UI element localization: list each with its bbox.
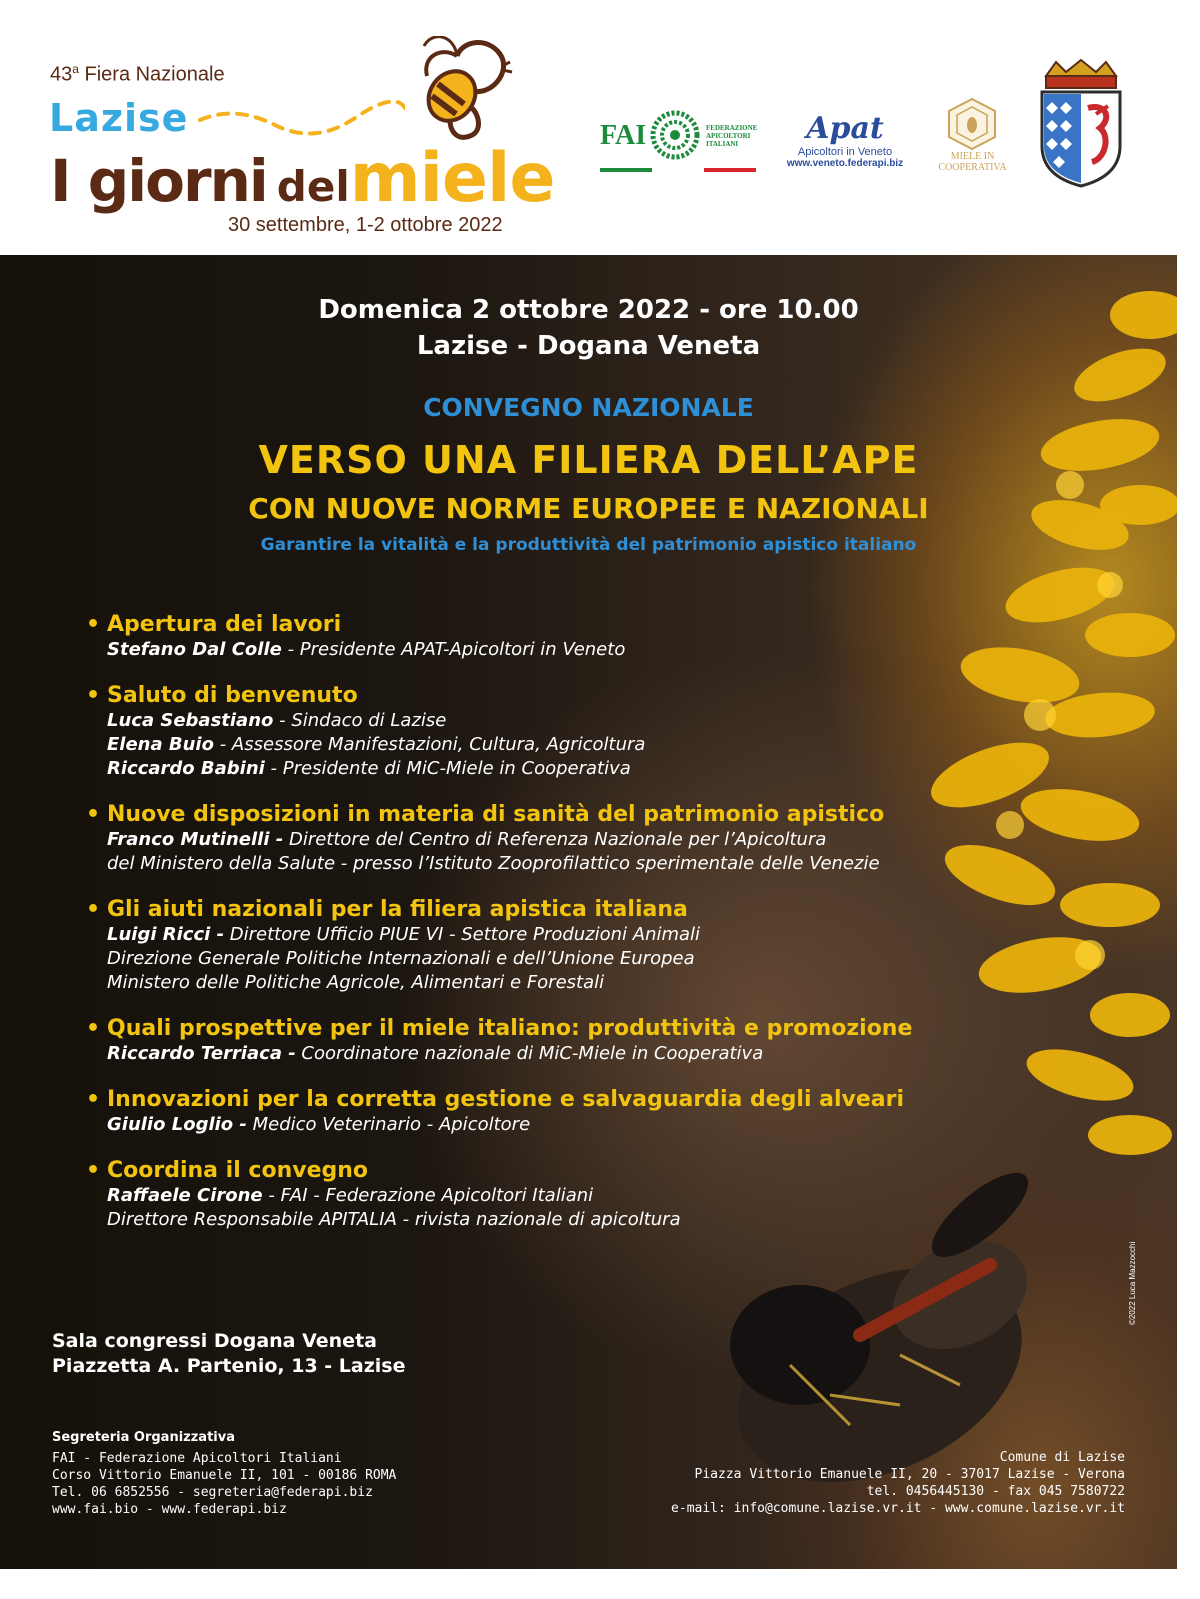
speaker-line <box>86 709 986 733</box>
fai-logo <box>600 110 760 176</box>
segreteria-line: Corso Vittorio Emanuele II, 101 - 00186 ROMA <box>52 1468 397 1483</box>
speaker-role: Medico Veterinario - Apicoltore <box>246 1114 531 1135</box>
event-dates: 30 settembre, 1-2 ottobre 2022 <box>228 214 503 236</box>
speaker-role: del Ministero della Salute - presso l’Istituto Zooprofilattico sperimentale delle Venezie <box>107 853 880 874</box>
main-poster <box>0 255 1177 1569</box>
program-item-title-text: Gli aiuti nazionali per la filiera apistica italiana <box>107 897 688 922</box>
speaker-role: Direttore Responsabile APITALIA - rivista nazionale di apicoltura <box>107 1209 681 1230</box>
mic-line: MIELE IN <box>950 151 995 162</box>
bee-logo-icon <box>402 36 517 146</box>
bullet-icon: • <box>86 1158 101 1183</box>
conference-title: VERSO UNA FILIERA DELL’APE <box>258 438 919 482</box>
bee-trail-icon <box>195 100 405 140</box>
program-item <box>86 611 986 662</box>
bullet-icon: • <box>86 612 101 637</box>
bullet-icon: • <box>86 683 101 708</box>
mic-logo-text <box>925 151 1020 173</box>
speaker-role: Direzione Generale Politiche Internazionali e dell’Unione Europea <box>107 948 695 969</box>
speaker-role: - Sindaco di Lazise <box>273 710 447 731</box>
fai-emblem-icon <box>650 110 700 160</box>
speaker-line <box>86 1208 986 1232</box>
segreteria-line: FAI - Federazione Apicoltori Italiani <box>52 1451 342 1466</box>
speaker-line <box>86 1184 986 1208</box>
comune-line: Comune di Lazise <box>999 1450 1125 1465</box>
program-item-title <box>86 1086 986 1113</box>
lazise-crest-icon <box>1036 58 1126 188</box>
mic-hexagon-icon <box>925 95 1020 153</box>
flag-red-stripe <box>704 168 756 172</box>
speaker-line <box>86 1042 986 1066</box>
program-item <box>86 801 986 876</box>
speaker-name: Luigi Ricci - <box>107 924 225 945</box>
convegno-label: CONVEGNO NAZIONALE <box>423 393 754 422</box>
conference-title-2: CON NUOVE NORME EUROPEE E NAZIONALI <box>248 492 929 525</box>
venue-line: Piazzetta A. Partenio, 13 - Lazise <box>52 1355 406 1377</box>
program-item-title-text: Saluto di benvenuto <box>107 683 358 708</box>
event-place-line: Lazise - Dogana Veneta <box>416 331 761 361</box>
speaker-role: Direttore del Centro di Referenza Nazionale per l’Apicoltura <box>283 829 827 850</box>
fai-sub-line: APICOLTORI <box>706 132 751 140</box>
program-item <box>86 1157 986 1232</box>
segreteria-heading: Segreteria Organizzativa <box>52 1430 235 1445</box>
header <box>0 0 1200 255</box>
mic-line: COOPERATIVA <box>938 162 1007 173</box>
event-brand-title <box>50 139 554 218</box>
venue-line: Sala congressi Dogana Veneta <box>52 1330 377 1352</box>
speaker-line <box>86 733 986 757</box>
speaker-role: Direttore Ufficio PIUE VI - Settore Produzioni Animali <box>224 924 701 945</box>
fai-logo-text: FAI <box>600 120 647 151</box>
apat-logo-url: www.veneto.federapi.biz <box>786 158 904 169</box>
flag-green-stripe <box>600 168 652 172</box>
speaker-line <box>86 947 986 971</box>
bullet-icon: • <box>86 897 101 922</box>
bullet-icon: • <box>86 1016 101 1041</box>
speaker-name: Giulio Loglio - <box>107 1114 247 1135</box>
program-item-title-text: Apertura dei lavori <box>107 612 342 637</box>
program-item <box>86 1015 986 1066</box>
bullet-icon: • <box>86 1087 101 1112</box>
speaker-name: Riccardo Terriaca - <box>107 1043 296 1064</box>
event-date-line: Domenica 2 ottobre 2022 - ore 10.00 <box>318 295 859 325</box>
apat-logo-mark: Apat <box>806 111 884 146</box>
segreteria-contacts <box>52 1429 396 1518</box>
fai-sub-line: ITALIANI <box>706 140 739 148</box>
segreteria-line: Tel. 06 6852556 - segreteria@federapi.biz <box>52 1485 373 1500</box>
program-list <box>86 611 986 1252</box>
fai-logo-subtitle <box>706 124 757 148</box>
fai-sub-line: FEDERAZIONE <box>706 124 758 132</box>
speaker-name: Elena Buio <box>107 734 214 755</box>
speaker-line <box>86 971 986 995</box>
fiera-sup: a <box>72 62 79 76</box>
program-item-title <box>86 896 986 923</box>
speaker-name: Franco Mutinelli - <box>107 829 284 850</box>
apat-logo-subtitle: Apicoltori in Veneto <box>797 146 893 158</box>
conference-subtitle: Garantire la vitalità e la produttività del patrimonio apistico italiano <box>260 535 917 555</box>
comune-line: tel. 0456445130 - fax 045 7580722 <box>866 1484 1125 1499</box>
fiera-label <box>50 62 225 87</box>
lazise-label: Lazise <box>49 96 189 140</box>
venue-address <box>52 1329 406 1379</box>
program-item-title <box>86 1157 986 1184</box>
segreteria-line: www.fai.bio - www.federapi.biz <box>52 1502 287 1517</box>
speaker-line <box>86 1113 986 1137</box>
speaker-role: - Presidente APAT-Apicoltori in Veneto <box>281 639 626 660</box>
mic-logo <box>925 95 1020 185</box>
speaker-line <box>86 638 986 662</box>
speaker-role: Ministero delle Politiche Agricole, Alimentari e Forestali <box>107 972 605 993</box>
comune-line: Piazza Vittorio Emanuele II, 20 - 37017 Lazise - Verona <box>694 1467 1125 1482</box>
speaker-name: Stefano Dal Colle <box>107 639 282 660</box>
speaker-line <box>86 757 986 781</box>
program-item-title <box>86 611 986 638</box>
program-item-title <box>86 801 986 828</box>
program-item <box>86 1086 986 1137</box>
brand-title-part3: miele <box>349 139 555 218</box>
photo-credit: ©2022 Luca Mazzocchi <box>1128 1241 1137 1325</box>
speaker-name: Riccardo Babini <box>107 758 265 779</box>
speaker-role: - Assessore Manifestazioni, Cultura, Agricoltura <box>213 734 646 755</box>
fiera-text: Fiera Nazionale <box>78 63 225 86</box>
apat-logo <box>780 112 910 169</box>
program-item-title <box>86 682 986 709</box>
program-item-title-text: Coordina il convegno <box>107 1158 369 1183</box>
brand-title-part1: I giorni <box>50 147 267 215</box>
speaker-line <box>86 923 986 947</box>
speaker-role: Coordinatore nazionale di MiC-Miele in Cooperativa <box>295 1043 764 1064</box>
program-item-title <box>86 1015 986 1042</box>
program-item-title-text: Nuove disposizioni in materia di sanità del patrimonio apistico <box>107 802 885 827</box>
speaker-name: Raffaele Cirone <box>107 1185 263 1206</box>
program-item-title-text: Quali prospettive per il miele italiano: produttività e promozione <box>107 1016 913 1041</box>
speaker-line <box>86 852 986 876</box>
program-item <box>86 682 986 781</box>
speaker-line <box>86 828 986 852</box>
fiera-number: 43 <box>50 63 73 86</box>
comune-line: e-mail: info@comune.lazise.vr.it - www.comune.lazise.vr.it <box>671 1501 1125 1516</box>
program-item-title-text: Innovazioni per la corretta gestione e salvaguardia degli alveari <box>107 1087 905 1112</box>
speaker-role: - Presidente di MiC-Miele in Cooperativa <box>264 758 631 779</box>
comune-contacts <box>671 1449 1125 1517</box>
bullet-icon: • <box>86 802 101 827</box>
program-item <box>86 896 986 995</box>
speaker-role: - FAI - Federazione Apicoltori Italiani <box>262 1185 594 1206</box>
bottom-margin <box>0 1569 1200 1599</box>
brand-title-part2: del <box>276 162 350 211</box>
speaker-name: Luca Sebastiano <box>107 710 274 731</box>
